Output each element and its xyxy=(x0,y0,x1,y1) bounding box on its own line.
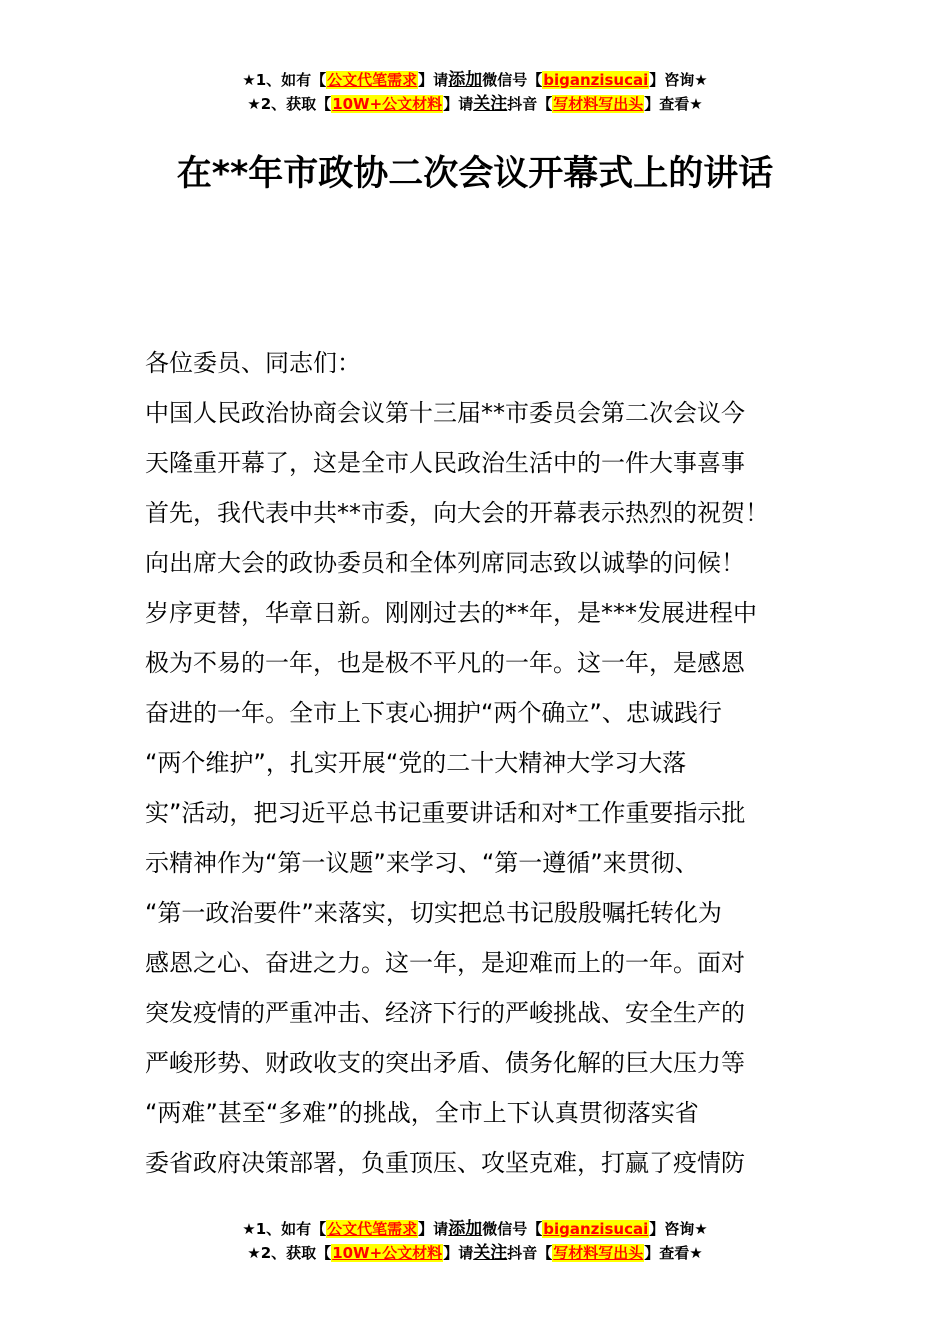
promo-highlight: 公文代笔需求 xyxy=(327,71,418,89)
promo-wechat-id: biganzisucai xyxy=(543,71,649,89)
promo-text: 】请 xyxy=(443,1244,474,1262)
promo-emphasis: 添加 xyxy=(448,1219,483,1239)
promo-text: 抖音【 xyxy=(507,95,553,113)
document-title: 在**年市政协二次会议开幕式上的讲话 xyxy=(176,154,774,194)
promo-text: ★1、如有【 xyxy=(242,1220,327,1238)
promo-text: 】请 xyxy=(418,71,449,89)
body-line: 岁序更替，华章日新。刚刚过去的**年，是***发展进程中 xyxy=(145,599,757,627)
promo-highlight: 10W+公文材料 xyxy=(332,1244,443,1262)
body-line: 奋进的一年。全市上下衷心拥护“两个确立”、忠诚践行 xyxy=(145,699,722,727)
body-line: 感恩之心、奋进之力。这一年，是迎难而上的一年。面对 xyxy=(145,949,745,977)
body-line: 极为不易的一年，也是极不平凡的一年。这一年，是感恩 xyxy=(145,649,745,677)
document-body xyxy=(145,338,845,1188)
footer-promo-banner xyxy=(0,1217,950,1265)
promo-text: 】咨询★ xyxy=(649,1220,708,1238)
promo-text: 微信号【 xyxy=(482,1220,543,1238)
header-promo-banner xyxy=(0,68,950,116)
body-line: 示精神作为“第一议题”来学习、“第一遵循”来贯彻、 xyxy=(145,849,699,877)
promo-text: 】请 xyxy=(418,1220,449,1238)
promo-douyin-id: 写材料写出头 xyxy=(553,95,644,113)
body-line: 中国人民政治协商会议第十三届**市委员会第二次会议今 xyxy=(145,399,745,427)
promo-text: ★1、如有【 xyxy=(242,71,327,89)
body-line: “第一政治要件”来落实，切实把总书记殷殷嘱托转化为 xyxy=(145,899,722,927)
promo-douyin-id: 写材料写出头 xyxy=(553,1244,644,1262)
body-line: 向出席大会的政协委员和全体列席同志致以诚挚的问候！ xyxy=(145,549,745,577)
promo-line-1 xyxy=(0,1217,950,1241)
body-line: 严峻形势、财政收支的突出矛盾、债务化解的巨大压力等 xyxy=(145,1049,745,1077)
body-line: “两难”甚至“多难”的挑战，全市上下认真贯彻落实省 xyxy=(145,1099,699,1127)
promo-text: 微信号【 xyxy=(482,71,543,89)
body-line: 实”活动，把习近平总书记重要讲话和对*工作重要指示批 xyxy=(145,799,746,827)
promo-text: 】请 xyxy=(443,95,474,113)
promo-text: ★2、获取【 xyxy=(247,95,332,113)
promo-text: 】咨询★ xyxy=(649,71,708,89)
promo-line-2 xyxy=(0,1241,950,1265)
body-line: 委省政府决策部署，负重顶压、攻坚克难，打赢了疫情防 xyxy=(145,1149,745,1177)
promo-emphasis: 添加 xyxy=(448,70,483,90)
body-line: 首先，我代表中共**市委，向大会的开幕表示热烈的祝贺！ xyxy=(145,499,769,527)
promo-line-1 xyxy=(0,68,950,92)
body-line: 各位委员、同志们： xyxy=(145,349,361,377)
body-line: “两个维护”，扎实开展“党的二十大精神大学习大落 xyxy=(145,749,687,777)
promo-text: ★2、获取【 xyxy=(247,1244,332,1262)
body-line: 天隆重开幕了，这是全市人民政治生活中的一件大事喜事 xyxy=(145,449,745,477)
promo-wechat-id: biganzisucai xyxy=(543,1220,649,1238)
promo-emphasis: 关注 xyxy=(473,1243,508,1263)
promo-highlight: 公文代笔需求 xyxy=(327,1220,418,1238)
promo-emphasis: 关注 xyxy=(473,94,508,114)
promo-text: 】查看★ xyxy=(644,95,703,113)
promo-text: 抖音【 xyxy=(507,1244,553,1262)
body-line: 突发疫情的严重冲击、经济下行的严峻挑战、安全生产的 xyxy=(145,999,745,1027)
promo-text: 】查看★ xyxy=(644,1244,703,1262)
promo-line-2 xyxy=(0,92,950,116)
promo-highlight: 10W+公文材料 xyxy=(332,95,443,113)
